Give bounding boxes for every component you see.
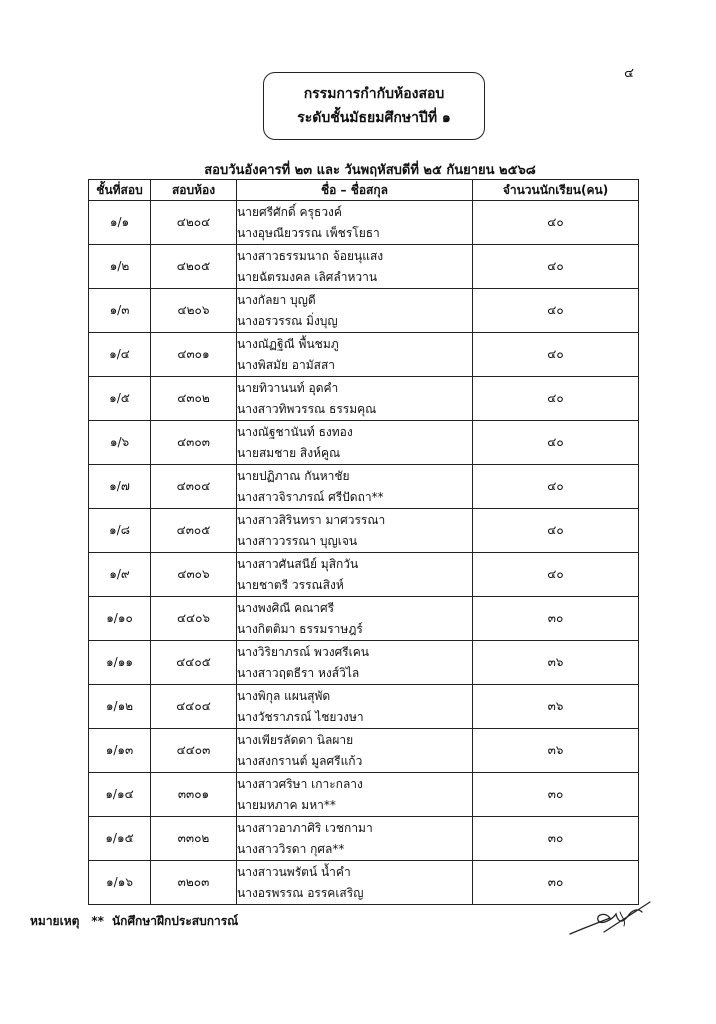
header-students: จำนวนนักเรียน(คน) [473, 180, 639, 201]
cell-names [237, 685, 473, 729]
table-row [89, 465, 639, 509]
cell-students: ๔๐ [473, 553, 639, 597]
title-box [263, 72, 485, 140]
proctor-name-1: นางสาวสิรินทรา มาศวรรณา [237, 512, 386, 527]
cell-names [237, 377, 473, 421]
table-row [89, 553, 639, 597]
cell-room: ๔๒๐๔ [151, 201, 237, 245]
cell-names [237, 773, 473, 817]
proctor-name-2: นายสมชาย สิงห์คูณ [237, 445, 341, 460]
cell-level: ๑/๑๖ [89, 861, 151, 905]
cell-room: ๔๓๐๑ [151, 333, 237, 377]
proctor-name-2: นายชาตรี วรรณสิงห์ [237, 577, 344, 592]
page-number: ๔ [624, 66, 634, 81]
cell-names [237, 201, 473, 245]
cell-names [237, 333, 473, 377]
table-row [89, 597, 639, 641]
table-row [89, 817, 639, 861]
table-row [89, 289, 639, 333]
cell-names [237, 509, 473, 553]
proctor-name-1: นางณัฏฐิณี พื้นชมภู [237, 336, 339, 351]
cell-room: ๔๔๐๓ [151, 729, 237, 773]
table-row [89, 377, 639, 421]
footnote-label: หมายเหตุ [30, 914, 80, 928]
proctor-name-2: นางอุษณียวรรณ เพ็ชรโยธา [237, 225, 380, 240]
cell-room: ๔๓๐๔ [151, 465, 237, 509]
proctor-name-1: นายปฏิภาณ กันหาชัย [237, 468, 350, 483]
cell-students: ๓๖ [473, 641, 639, 685]
cell-room: ๓๓๐๒ [151, 817, 237, 861]
table-row [89, 421, 639, 465]
cell-room: ๓๓๐๑ [151, 773, 237, 817]
cell-students: ๓๐ [473, 861, 639, 905]
cell-students: ๔๐ [473, 201, 639, 245]
cell-students: ๔๐ [473, 333, 639, 377]
cell-students: ๓๖ [473, 685, 639, 729]
cell-students: ๓๐ [473, 773, 639, 817]
proctor-table [88, 179, 639, 905]
proctor-name-1: นางกัลยา บุญดี [237, 292, 316, 307]
table-row [89, 509, 639, 553]
cell-level: ๑/๘ [89, 509, 151, 553]
proctor-name-1: นางสาวศริษา เกาะกลาง [237, 776, 363, 791]
cell-students: ๔๐ [473, 377, 639, 421]
signature [566, 898, 656, 940]
proctor-name-2: นางอรวรรณ มิ่งบุญ [237, 313, 338, 328]
proctor-name-2: นางสาววิรดา กุศล** [237, 841, 345, 856]
title-line-1: กรรมการกำกับห้องสอบ [303, 86, 445, 102]
table-row [89, 245, 639, 289]
proctor-name-2: นางสาวจิราภรณ์ ศรีปัดถา** [237, 489, 384, 504]
table-row [89, 333, 639, 377]
cell-level: ๑/๓ [89, 289, 151, 333]
cell-names [237, 289, 473, 333]
proctor-name-2: นายฉัตรมงคล เลิศลำหวาน [237, 269, 378, 284]
cell-students: ๔๐ [473, 421, 639, 465]
table-row [89, 861, 639, 905]
cell-students: ๔๐ [473, 509, 639, 553]
cell-level: ๑/๑๔ [89, 773, 151, 817]
proctor-name-2: นางสงกรานต์ มูลศรีแก้ว [237, 753, 363, 768]
footnote-mark: ** [91, 914, 104, 928]
footnote [30, 912, 450, 931]
cell-room: ๔๓๐๒ [151, 377, 237, 421]
cell-names [237, 553, 473, 597]
cell-level: ๑/๑๐ [89, 597, 151, 641]
proctor-name-2: นางสาวทิพวรรณ ธรรมคุณ [237, 401, 377, 416]
proctor-name-1: นางเพียรลัดดา นิลผาย [237, 732, 354, 747]
table-body [89, 201, 639, 905]
cell-room: ๓๒๐๓ [151, 861, 237, 905]
proctor-name-2: นางกิตติมา ธรรมราษฎร์ [237, 621, 363, 636]
proctor-name-2: นางอรพรรณ อรรคเสริญ [237, 885, 364, 900]
cell-level: ๑/๖ [89, 421, 151, 465]
cell-room: ๔๔๐๕ [151, 641, 237, 685]
cell-names [237, 861, 473, 905]
cell-names [237, 817, 473, 861]
cell-room: ๔๒๐๖ [151, 289, 237, 333]
footnote-text: นักศึกษาฝึกประสบการณ์ [111, 914, 239, 928]
exam-dates: สอบวันอังคารที่ ๒๓ และ วันพฤหัสบดีที่ ๒๕ กันยายน ๒๕๖๘ [204, 163, 536, 178]
cell-level: ๑/๑๑ [89, 641, 151, 685]
cell-level: ๑/๕ [89, 377, 151, 421]
proctor-name-1: นางสาวอาภาศิริ เวชกามา [237, 820, 373, 835]
cell-students: ๔๐ [473, 245, 639, 289]
cell-students: ๔๐ [473, 465, 639, 509]
cell-names [237, 729, 473, 773]
cell-students: ๓๐ [473, 597, 639, 641]
cell-level: ๑/๑๓ [89, 729, 151, 773]
table-row [89, 729, 639, 773]
table-row [89, 201, 639, 245]
header-name: ชื่อ – ชื่อสกุล [237, 180, 473, 201]
cell-room: ๔๓๐๓ [151, 421, 237, 465]
proctor-name-1: นางสาวศันสนีย์ มุสิกวัน [237, 556, 359, 571]
cell-level: ๑/๑๕ [89, 817, 151, 861]
cell-names [237, 465, 473, 509]
cell-room: ๔๓๐๖ [151, 553, 237, 597]
table-row [89, 685, 639, 729]
cell-students: ๓๖ [473, 729, 639, 773]
proctor-name-2: นางวัชราภรณ์ ไชยวงษา [237, 709, 364, 724]
proctor-name-2: นางสาววรรณา บุญเจน [237, 533, 358, 548]
proctor-name-1: นางวิริยาภรณ์ พวงศรีเคน [237, 644, 369, 659]
proctor-name-1: นางณัฐชานันท์ ธงทอง [237, 424, 353, 439]
cell-names [237, 421, 473, 465]
proctor-name-1: นายทิวานนท์ อุดคำ [237, 380, 339, 395]
cell-level: ๑/๑ [89, 201, 151, 245]
proctor-name-2: นายมหภาค มหา** [237, 797, 336, 812]
proctor-name-2: นางพิสมัย อามัสสา [237, 357, 336, 372]
cell-students: ๔๐ [473, 289, 639, 333]
cell-level: ๑/๒ [89, 245, 151, 289]
table-row [89, 773, 639, 817]
proctor-name-1: นางพิกุล แผนสุพัด [237, 688, 331, 703]
proctor-name-1: นางพงศิณี คณาศรี [237, 600, 335, 615]
title-line-2: ระดับชั้นมัธยมศึกษาปีที่ ๑ [297, 110, 451, 126]
proctor-name-2: นางสาวฤตธีรา หงส์วิไล [237, 665, 360, 680]
cell-room: ๔๔๐๖ [151, 597, 237, 641]
table-header-row [89, 180, 639, 201]
header-room: สอบห้อง [151, 180, 237, 201]
header-level: ชั้นที่สอบ [89, 180, 151, 201]
table-row [89, 641, 639, 685]
cell-names [237, 245, 473, 289]
proctor-name-1: นางสาวนพรัตน์ น้ำคำ [237, 864, 351, 879]
cell-room: ๔๓๐๕ [151, 509, 237, 553]
cell-names [237, 597, 473, 641]
cell-room: ๔๒๐๕ [151, 245, 237, 289]
cell-level: ๑/๑๒ [89, 685, 151, 729]
cell-level: ๑/๗ [89, 465, 151, 509]
cell-level: ๑/๙ [89, 553, 151, 597]
cell-room: ๔๔๐๔ [151, 685, 237, 729]
cell-names [237, 641, 473, 685]
proctor-name-1: นางสาวธรรมนาถ จ้อยนุแสง [237, 248, 384, 263]
cell-level: ๑/๔ [89, 333, 151, 377]
proctor-name-1: นายศรีศักดิ์ ครุธวงค์ [237, 204, 342, 219]
cell-students: ๓๐ [473, 817, 639, 861]
